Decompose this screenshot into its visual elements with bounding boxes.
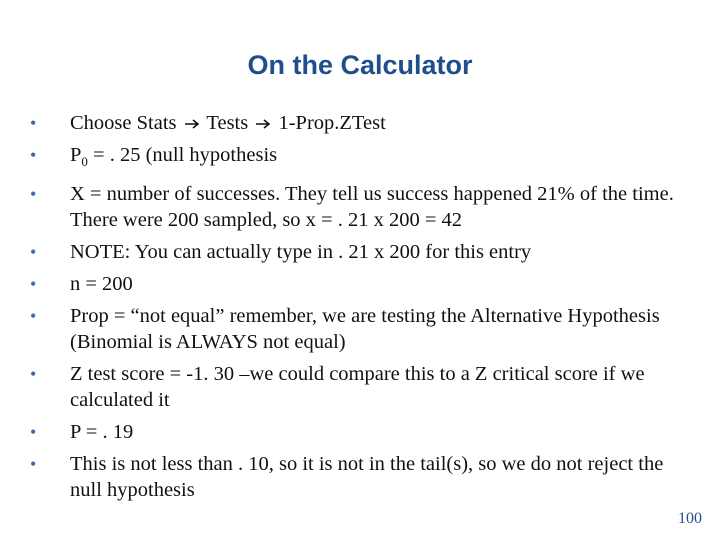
menu-path-part1: Choose Stats	[70, 112, 177, 134]
bullet-icon: •	[30, 454, 37, 475]
menu-path-part2: Tests	[206, 112, 249, 134]
bullet-text: X = number of successes. They tell us success happened 21% of the time. There were 200 sampled, so x = . 21 x 200 = 42	[70, 183, 674, 232]
bullet-icon: •	[30, 184, 37, 205]
bullet-text: P = . 19	[70, 421, 134, 444]
p-subscript: 0	[81, 154, 88, 170]
bullet-item-null-hypothesis	[30, 142, 680, 175]
page-number: 100	[678, 510, 702, 527]
bullet-icon: •	[30, 306, 37, 327]
bullet-list	[30, 110, 680, 509]
bullet-icon: •	[30, 274, 37, 295]
bullet-text: This is not less than . 10, so it is not in the tail(s), so we do not reject the null hypothesis	[70, 453, 664, 502]
slide-title: On the Calculator	[247, 50, 473, 80]
menu-path-part3: 1-Prop.ZTest	[278, 112, 386, 134]
right-arrow-icon	[255, 118, 271, 130]
bullet-icon: •	[30, 364, 37, 385]
bullet-text: Prop = “not equal” remember, we are testing the Alternative Hypothesis (Binomial is ALWAYS not equal)	[70, 305, 660, 354]
bullet-icon: •	[30, 113, 37, 133]
bullet-text: Z test score = -1. 30 –we could compare this to a Z critical score if we calculated it	[70, 363, 645, 412]
bullet-text: NOTE: You can actually type in . 21 x 200 for this entry	[70, 241, 532, 264]
bullet-text: n = 200	[70, 273, 133, 296]
bullet-item-z-score	[30, 361, 680, 413]
bullet-item-note	[30, 239, 680, 265]
bullet-item-successes	[30, 181, 680, 233]
right-arrow-icon	[184, 118, 200, 130]
bullet-item-p-value	[30, 419, 680, 445]
null-hypothesis-text: = . 25 (null hypothesis	[87, 144, 278, 166]
p-symbol: P	[70, 144, 82, 166]
bullet-item-menu-path	[30, 110, 680, 136]
bullet-icon: •	[30, 242, 37, 263]
bullet-item-conclusion	[30, 451, 680, 503]
bullet-item-sample-size	[30, 271, 680, 297]
bullet-item-prop	[30, 303, 680, 355]
bullet-icon: •	[30, 422, 37, 443]
bullet-icon: •	[30, 145, 37, 165]
